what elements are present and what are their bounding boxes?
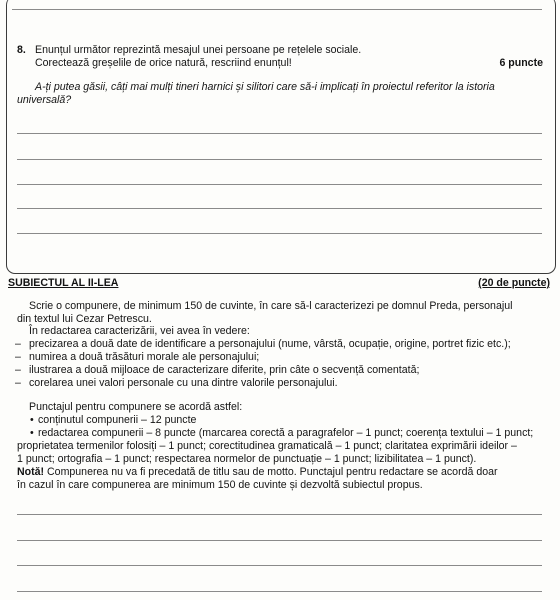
answer-line	[17, 591, 542, 592]
exercise-quote-2: universală?	[17, 94, 72, 106]
requirements-heading: În redactarea caracterizării, vei avea în vedere:	[29, 325, 250, 337]
task-intro-2: din textul lui Cezar Petrescu.	[17, 313, 152, 325]
note-text: Compunerea nu va fi precedată de titlu sau de motto. Punctajul pentru redactare se acordă doar	[44, 466, 498, 478]
requirement-item: – numirea a două trăsături morale ale personajului;	[29, 351, 259, 364]
exercise-instruction-2: Corectează greșelile de orice natură, rescriind enunțul!	[35, 57, 292, 69]
scoring-item: • conținutul compunerii – 12 puncte	[38, 414, 196, 427]
scoring-heading: Punctajul pentru compunere se acordă astfel:	[29, 401, 243, 413]
answer-line	[17, 514, 542, 515]
exercise-number: 8.	[17, 44, 26, 56]
note-label: Notă!	[17, 466, 45, 478]
scoring-item: • redactarea compunerii – 8 puncte (marcarea corectă a paragrafelor – 1 punct; coerența textului – 1 punct;	[38, 427, 533, 440]
answer-line	[17, 184, 542, 185]
answer-line	[17, 208, 542, 209]
requirement-item: – precizarea a două date de identificare a personajului (nume, vârstă, ocupație, origine, portret fizic etc.);	[29, 338, 511, 351]
exercise-points: 6 puncte	[499, 57, 543, 69]
answer-line	[17, 159, 542, 160]
answer-line	[17, 133, 542, 134]
task-intro-1: Scrie o compunere, de minimum 150 de cuvinte, în care să-l caracterizezi pe domnul Preda, personajul	[29, 300, 513, 312]
section-points: (20 de puncte)	[478, 277, 550, 289]
answer-line	[12, 9, 542, 10]
scoring-item-cont: 1 punct; ortografia – 1 punct; respectarea normelor de punctuație – 1 punct; lizibilitatea – 1 punct).	[17, 453, 477, 465]
scoring-item-cont: proprietatea termenilor folosiți – 1 punct; corectitudinea gramaticală – 1 punct; claritatea exprimării ideilor –	[17, 440, 517, 452]
requirement-item: – corelarea unei valori personale cu una dintre valorile personajului.	[29, 377, 338, 390]
answer-line	[17, 233, 542, 234]
section-title: SUBIECTUL AL II-LEA	[8, 277, 119, 289]
answer-line	[17, 565, 542, 566]
answer-line	[17, 540, 542, 541]
exercise-instruction-1: Enunțul următor reprezintă mesajul unei persoane pe rețelele sociale.	[35, 44, 362, 56]
exercise-quote-1: A-ți putea găsii, câți mai mulți tineri harnici și silitori care să-i implicați în proiectul referitor la istoria	[35, 81, 495, 93]
note-text-2: în cazul în care compunerea are minimum 150 de cuvinte și dezvoltă subiectul propus.	[17, 479, 423, 491]
note	[17, 466, 498, 479]
requirement-item: – ilustrarea a două mijloace de caracterizare diferite, prin câte o secvență comentată;	[29, 364, 419, 377]
